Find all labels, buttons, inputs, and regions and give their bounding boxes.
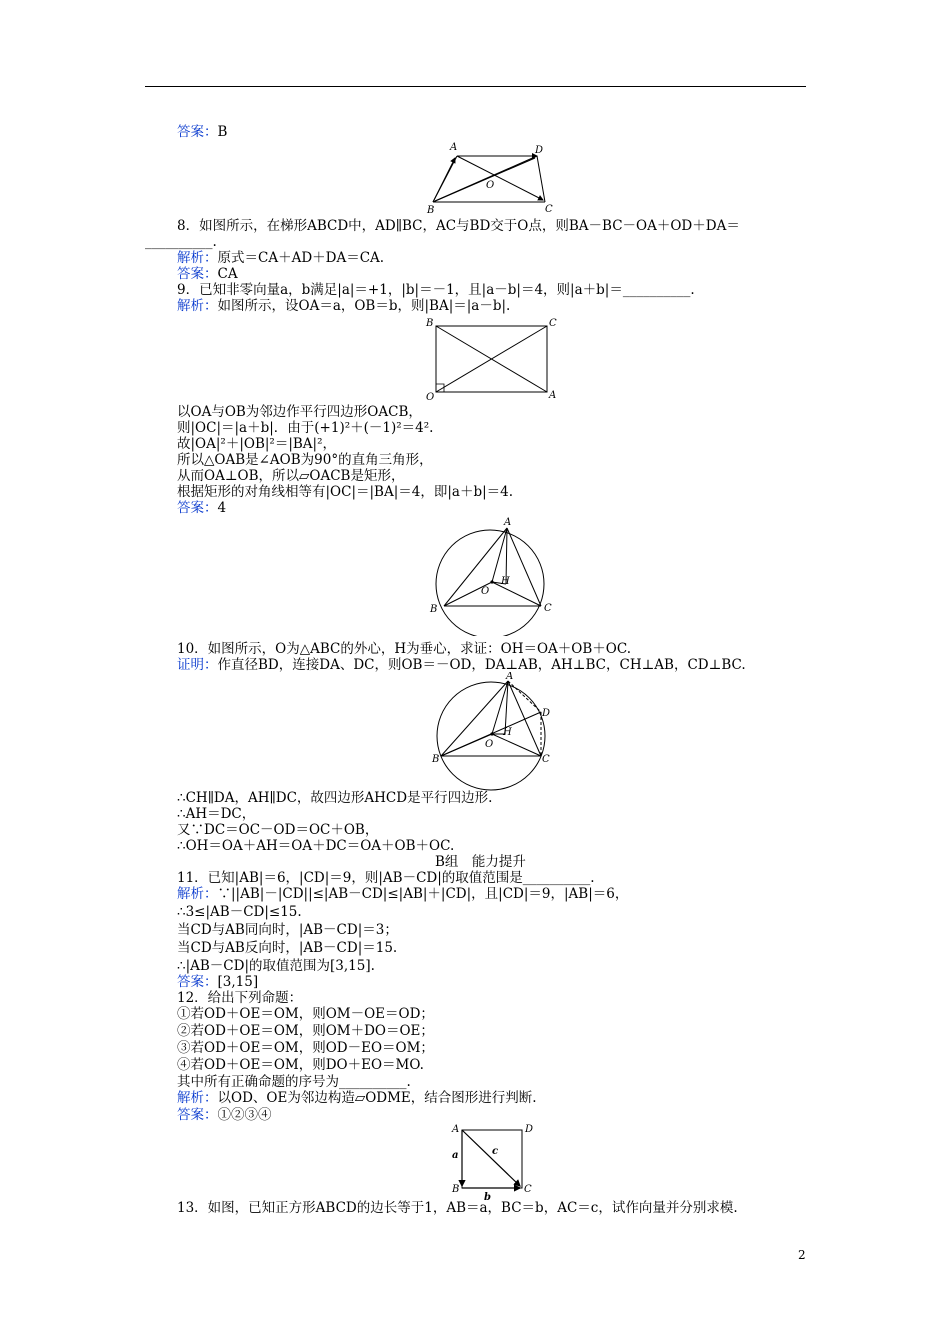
solution-9-line-2: 则|OC|＝|a＋b|．由于(+1)²＋(－1)²＝4². (177, 420, 434, 436)
label-o: O (426, 392, 435, 403)
label-a: A (504, 517, 512, 528)
label-b: B (452, 1184, 460, 1195)
label-c: C (544, 603, 552, 614)
label-b: B (426, 318, 434, 329)
label-a: A (452, 1124, 460, 1135)
problem-8-blank: __________. (145, 234, 217, 250)
proposition-1: ①若OD＋OE＝OM，则OM－OE＝OD； (177, 1006, 434, 1022)
proof-10-line-1: ∴CH∥DA，AH∥DC，故四边形AHCD是平行四边形. (177, 790, 493, 806)
label-a: A (450, 142, 458, 153)
problem-8: 8．如图所示，在梯形ABCD中，AD∥BC，AC与BD交于O点，则BA－BC－OA＋OD＋DA＝ (177, 218, 740, 234)
problem-11: 11．已知|AB|＝6，|CD|＝9，则|AB－CD|的取值范围是__________. (177, 870, 595, 886)
label-c: C (549, 318, 557, 329)
section-heading-b: B组 能力提升 (435, 854, 526, 870)
trapezoid-figure (425, 140, 565, 216)
answer-8: 答案：CA (177, 266, 238, 282)
problem-12: 12．给出下列命题： (177, 990, 303, 1006)
solution-9-line-3: 故|OA|²＋|OB|²＝|BA|²， (177, 436, 337, 452)
label-a: A (549, 390, 557, 401)
proof-10-line-4: ∴OH＝OA＋AH＝OA＋DC＝OA＋OB＋OC. (177, 838, 455, 854)
label-d: D (525, 1124, 534, 1135)
problem-13: 13．如图，已知正方形ABCD的边长等于1，AB＝a，BC＝b，AC＝c，试作向量并分别求模. (177, 1200, 738, 1216)
solution-8: 解析：原式＝CA＋AD＋DA＝CA. (177, 250, 385, 266)
solution-9: 解析：如图所示，设OA＝a，OB＝b，则|BA|＝|a－b|. (177, 298, 511, 314)
proposition-2: ②若OD＋OE＝OM，则OM＋DO＝OE； (177, 1023, 434, 1039)
label-c: C (542, 754, 550, 765)
solution-9-line-1: 以OA与OB为邻边作平行四边形OACB， (177, 404, 422, 420)
solution-9-line-4: 所以△OAB是∠AOB为90°的直角三角形， (177, 452, 433, 468)
solution-11: 解析：∵||AB|－|CD||≤|AB－CD|≤|AB|＋|CD|，且|CD|＝9，|AB|＝6， (177, 886, 629, 902)
label-o: O (481, 586, 490, 597)
proposition-4: ④若OD＋OE＝OM，则DO＋EO＝MO. (177, 1057, 424, 1073)
label-c: C (545, 204, 553, 215)
header-rule (145, 86, 806, 87)
problem-9: 9．已知非零向量a，b满足|a|＝+1，|b|＝－1，且|a－b|＝4，则|a＋b|＝__________. (177, 282, 695, 298)
label-vector-c: c (492, 1146, 499, 1157)
label-b: B (427, 205, 435, 216)
solution-11-line-3: 当CD与AB反向时，|AB－CD|＝15. (177, 940, 398, 956)
label-c: C (524, 1184, 532, 1195)
label-d: D (535, 145, 544, 156)
problem-12-question: 其中所有正确命题的序号为__________. (177, 1074, 411, 1090)
answer-7: 答案：B (177, 124, 228, 140)
label-a: A (506, 672, 514, 682)
solution-11-line-1: ∴3≤|AB－CD|≤15. (177, 904, 302, 920)
proof-10-line-3: 又∵DC＝OC－OD＝OC＋OB， (177, 822, 379, 838)
solution-11-line-2: 当CD与AB同向时，|AB－CD|＝3； (177, 922, 398, 938)
answer-9: 答案：4 (177, 500, 227, 516)
label-vector-a: a (452, 1150, 459, 1161)
square-figure (444, 1120, 544, 1204)
label-b: B (430, 604, 438, 615)
proof-10: 证明：作直径BD，连接DA、DC，则OB＝－OD，DA⊥AB，AH⊥BC，CH⊥AB，CD⊥BC. (177, 657, 746, 673)
solution-9-line-5: 从而OA⊥OB，所以▱OACB是矩形， (177, 468, 405, 484)
proof-10-line-2: ∴AH＝DC， (177, 806, 256, 822)
label-b: B (432, 754, 440, 765)
solution-11-line-4: ∴|AB－CD|的取值范围为[3,15]. (177, 958, 375, 974)
label-h: H (501, 576, 510, 587)
solution-9-line-6: 根据矩形的对角线相等有|OC|＝|BA|＝4，即|a＋b|＝4. (177, 484, 514, 500)
proposition-3: ③若OD＋OE＝OM，则OD－EO＝OM； (177, 1040, 434, 1056)
label-vector-b: b (484, 1192, 491, 1203)
label-d: D (542, 708, 551, 719)
answer-11: 答案：[3,15] (177, 974, 259, 990)
solution-12: 解析：以OD、OE为邻边构造▱ODME，结合图形进行判断. (177, 1090, 537, 1106)
page-number: 2 (798, 1248, 806, 1262)
circumcircle-figure-2 (428, 672, 558, 794)
label-o: O (486, 180, 495, 191)
label-o: O (485, 739, 494, 750)
problem-10: 10．如图所示，O为△ABC的外心，H为垂心，求证：OH＝OA＋OB＋OC. (177, 641, 632, 657)
rectangle-figure (422, 314, 562, 404)
label-h: H (503, 727, 512, 738)
circumcircle-figure-1 (428, 514, 558, 636)
answer-12: 答案：①②③④ (177, 1107, 272, 1123)
